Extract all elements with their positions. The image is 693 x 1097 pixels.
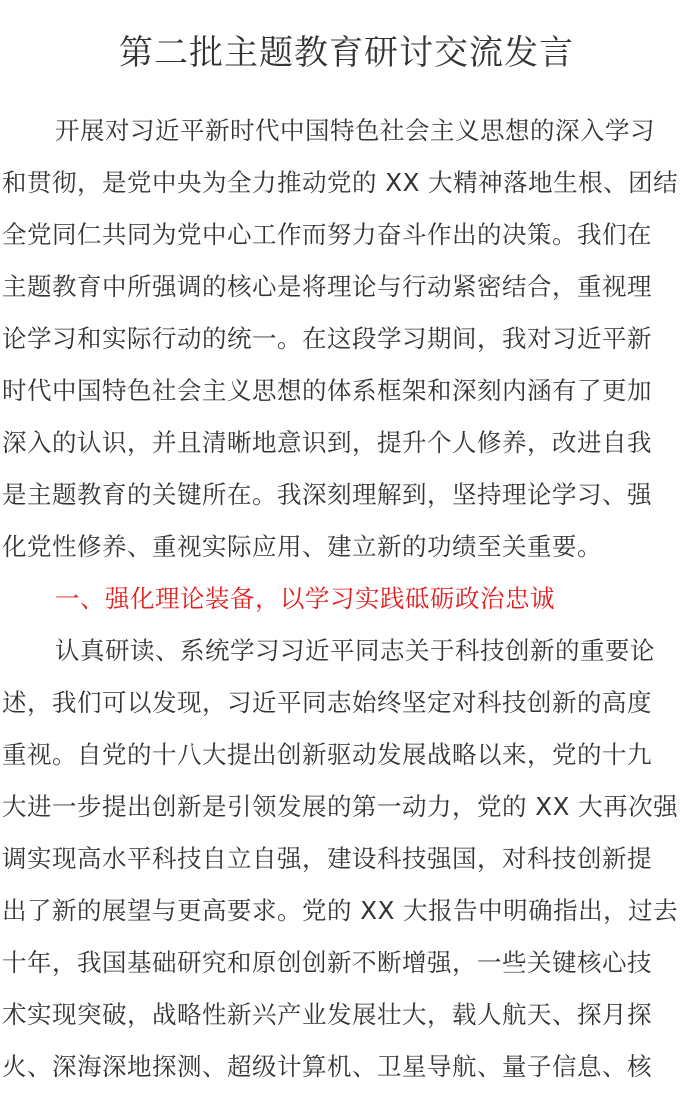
- text-line: 深入的认识，并且清晰地意识到，提升个人修养，改进自我: [2, 428, 652, 457]
- paragraph-section-1: [2, 625, 691, 1093]
- text-line: 时代中国特色社会主义思想的体系框架和深刻内涵有了更加: [2, 376, 652, 405]
- text-line: 认真研读、系统学习习近平同志关于科技创新的重要论: [55, 636, 655, 665]
- text-line: 出了新的展望与更高要求。党的 XX 大报告中明确指出，过去: [2, 896, 679, 925]
- text-line: 化党性修养、重视实际应用、建立新的功绩至关重要。: [2, 532, 602, 561]
- text-line: 大进一步提出创新是引领发展的第一动力，党的 XX 大再次强: [2, 792, 679, 821]
- document-title: 第二批主题教育研讨交流发言: [119, 33, 574, 73]
- text-line: 开展对习近平新时代中国特色社会主义思想的深入学习: [55, 116, 655, 145]
- text-line: 调实现高水平科技自立自强，建设科技强国，对科技创新提: [2, 844, 652, 873]
- text-line: 火、深海深地探测、超级计算机、卫星导航、量子信息、核: [2, 1052, 652, 1081]
- section-heading-1: [2, 573, 691, 625]
- text-line: 全党同仁共同为党中心工作而努力奋斗作出的决策。我们在: [2, 220, 652, 249]
- text-line: 重视。自党的十八大提出创新驱动发展战略以来，党的十九: [2, 740, 652, 769]
- text-line: 和贯彻，是党中央为全力推动党的 XX 大精神落地生根、团结: [2, 168, 679, 197]
- paragraph-intro: [2, 105, 691, 573]
- text-line: 述，我们可以发现，习近平同志始终坚定对科技创新的高度: [2, 688, 652, 717]
- document-body: [2, 105, 691, 1093]
- section-heading-text: 一、强化理论装备，以学习实践砥砺政治忠诚: [55, 584, 555, 613]
- text-line: 论学习和实际行动的统一。在这段学习期间，我对习近平新: [2, 324, 652, 353]
- text-line: 术实现突破，战略性新兴产业发展壮大，载人航天、探月探: [2, 1000, 652, 1029]
- text-line: 主题教育中所强调的核心是将理论与行动紧密结合，重视理: [2, 272, 652, 301]
- text-line: 十年，我国基础研究和原创创新不断增强，一些关键核心技: [2, 948, 652, 977]
- text-line: 是主题教育的关键所在。我深刻理解到，坚持理论学习、强: [2, 480, 652, 509]
